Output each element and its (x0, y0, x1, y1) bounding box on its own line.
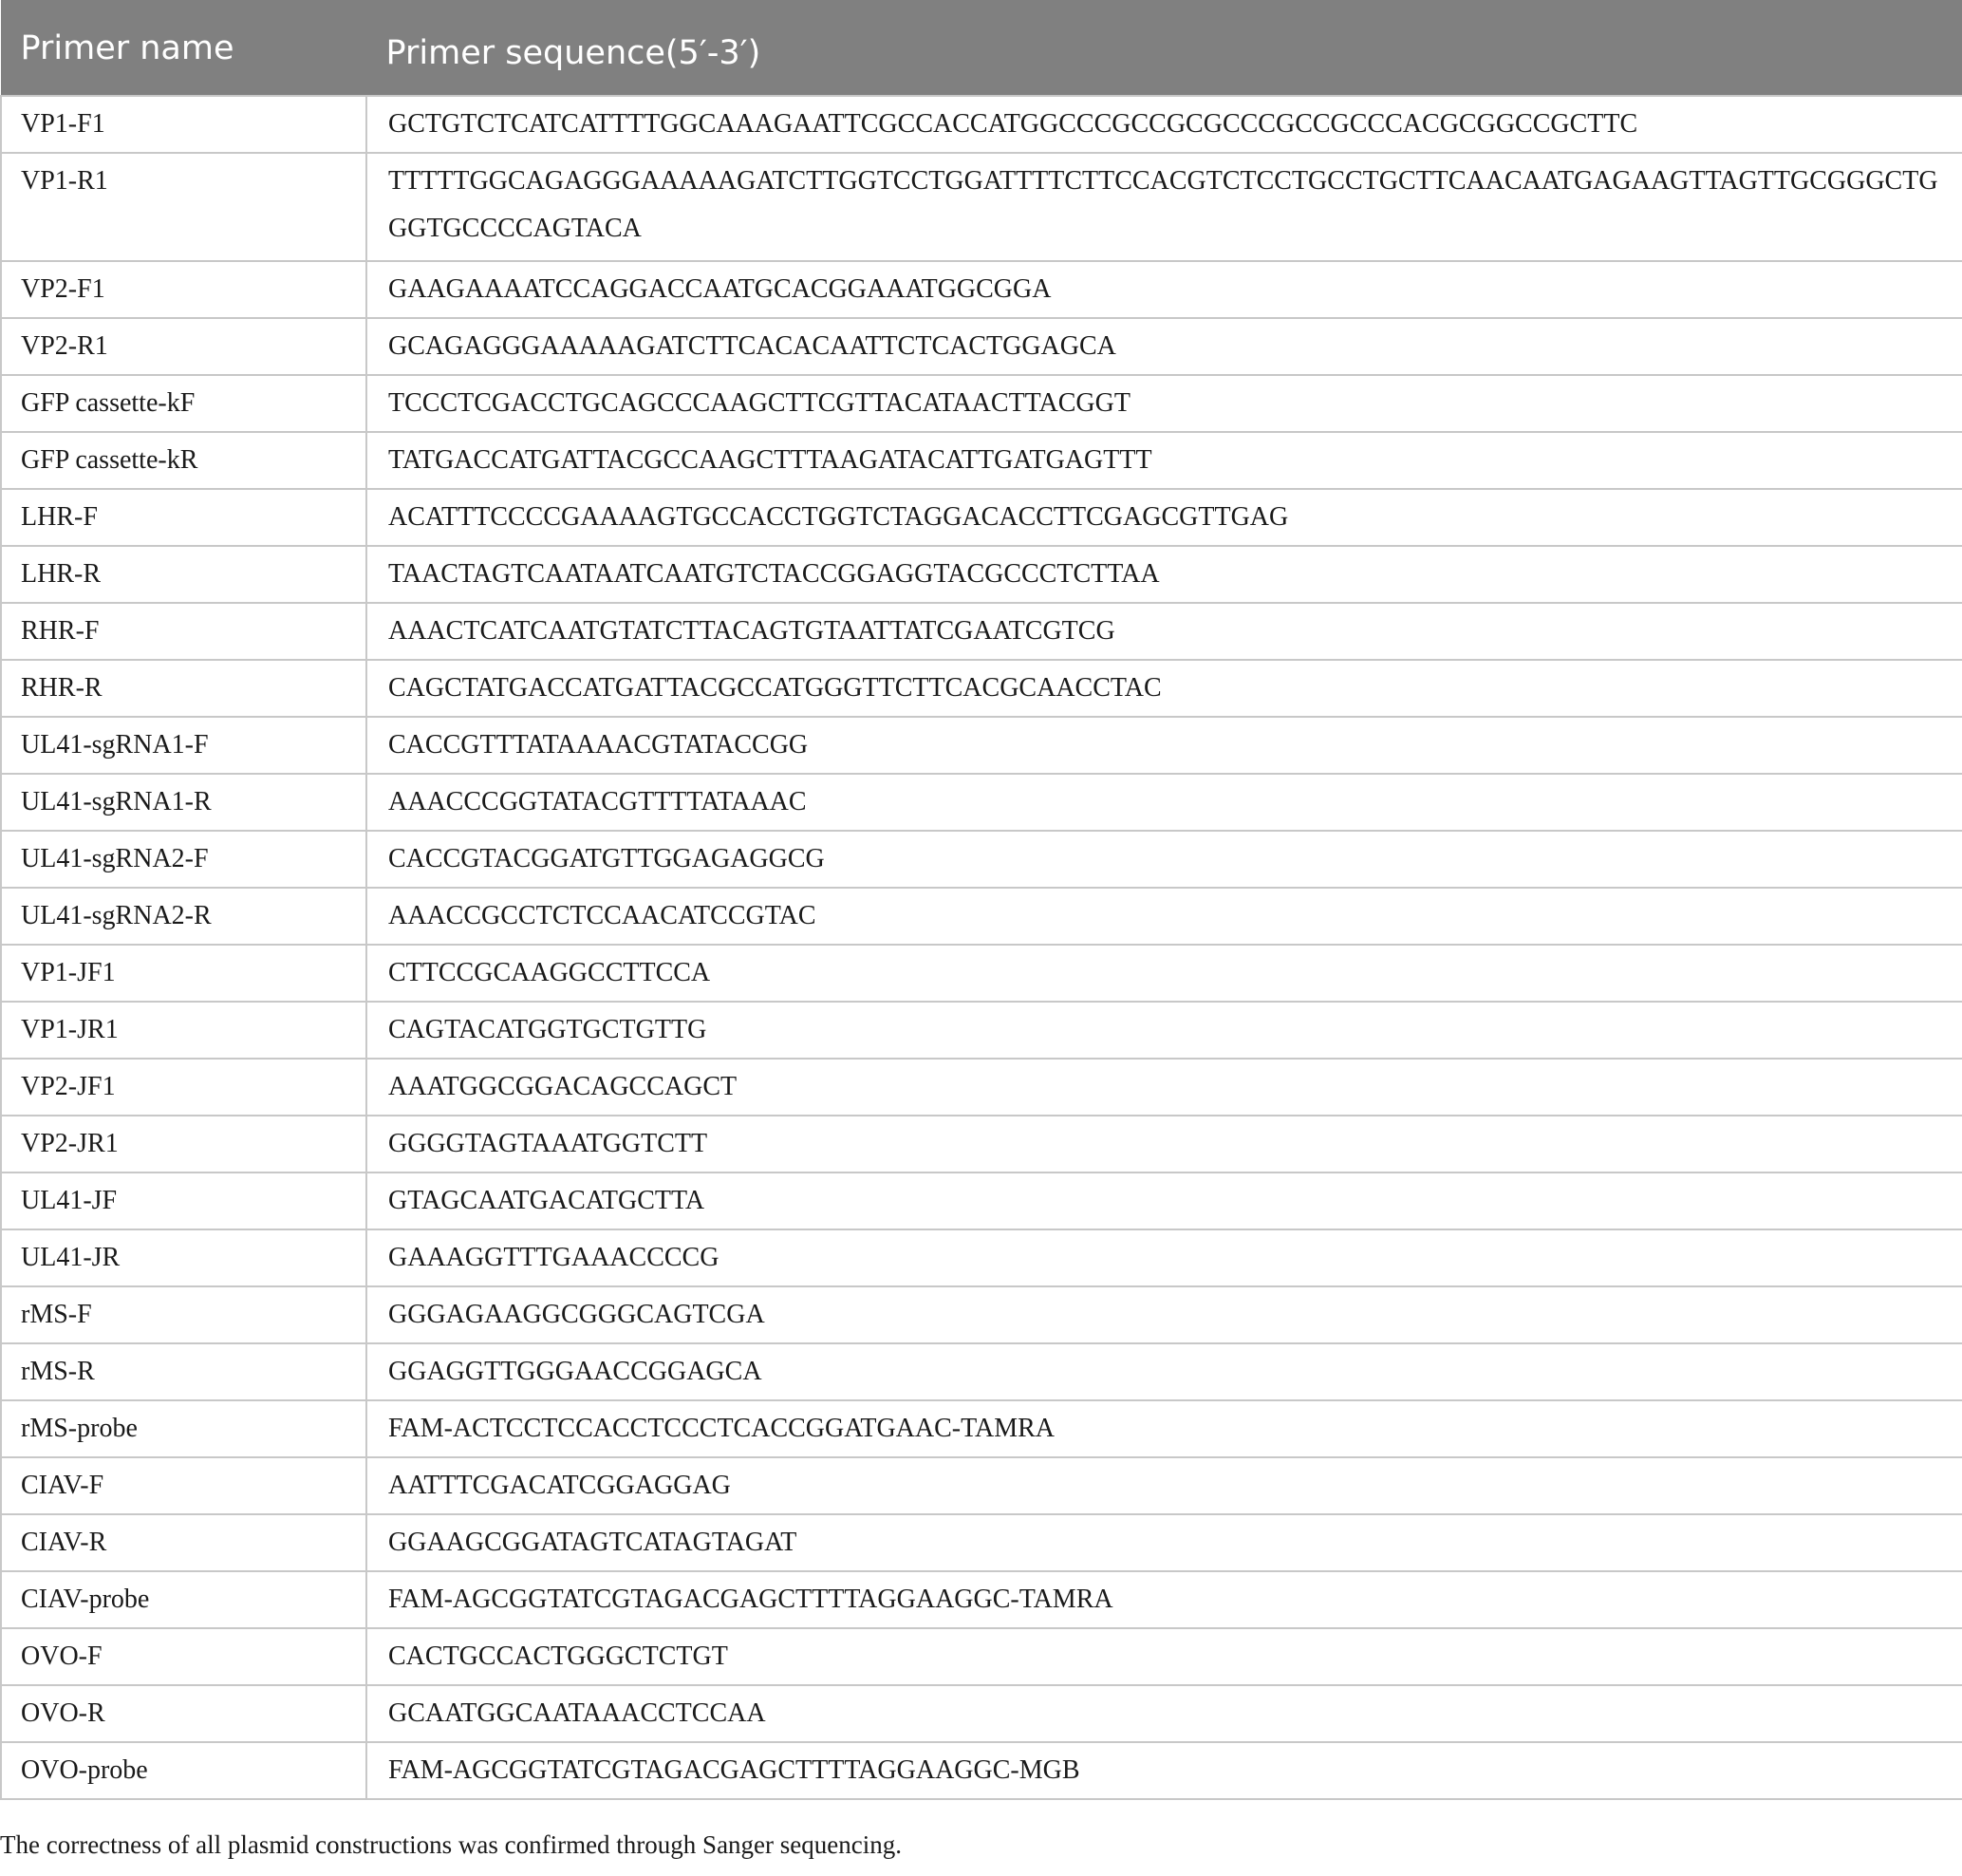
primer-name-cell: rMS-R (1, 1343, 366, 1400)
primer-name-cell: rMS-F (1, 1286, 366, 1343)
table-row (1, 489, 1962, 546)
table-footnote: The correctness of all plasmid constructions was confirmed through Sanger sequencing. (0, 1830, 902, 1859)
primer-sequence-cell: AAATGGCGGACAGCCAGCT (366, 1059, 1962, 1116)
primer-sequence-cell: AAACCCGGTATACGTTTTATAAAC (366, 774, 1962, 831)
header-primer-name: Primer name (1, 1, 366, 97)
primer-sequence-cell: GTAGCAATGACATGCTTA (366, 1172, 1962, 1229)
table-row (1, 603, 1962, 660)
table-row (1, 1229, 1962, 1286)
primer-sequence-cell: GCAATGGCAATAAACCTCCAA (366, 1685, 1962, 1742)
primer-sequence-cell: CACTGCCACTGGGCTCTGT (366, 1628, 1962, 1685)
primer-sequence-cell: TAACTAGTCAATAATCAATGTCTACCGGAGGTACGCCCTCTTAA (366, 546, 1962, 603)
table-row (1, 375, 1962, 432)
header-row (1, 1, 1962, 97)
table-header (1, 1, 1962, 97)
primer-sequence-cell: TCCCTCGACCTGCAGCCCAAGCTTCGTTACATAACTTACGGT (366, 375, 1962, 432)
primer-sequence-cell: GCAGAGGGAAAAAGATCTTCACACAATTCTCACTGGAGCA (366, 318, 1962, 375)
table-row (1, 1172, 1962, 1229)
primer-name-cell: UL41-sgRNA2-R (1, 888, 366, 945)
table-row (1, 1685, 1962, 1742)
primer-name-cell: GFP cassette-kR (1, 432, 366, 489)
primer-name-cell: UL41-JR (1, 1229, 366, 1286)
table-row (1, 1116, 1962, 1172)
primer-name-cell: CIAV-probe (1, 1571, 366, 1628)
table-row (1, 717, 1962, 774)
table-row (1, 1400, 1962, 1457)
primer-name-cell: LHR-R (1, 546, 366, 603)
primer-sequence-cell: GCTGTCTCATCATTTTGGCAAAGAATTCGCCACCATGGCCCGCCGCGCCCGCCGCCCACGCGGCCGCTTC (366, 96, 1962, 153)
primer-sequence-cell: TTTTTGGCAGAGGGAAAAAGATCTTGGTCCTGGATTTTCTTCCACGTCTCCTGCCTGCTTCAACAATGAGAAGTTAGTTGCGGGCTGGGTGCCCCAGTACA (366, 153, 1962, 261)
primer-name-cell: CIAV-F (1, 1457, 366, 1514)
table-row (1, 96, 1962, 153)
primer-name-cell: VP1-JR1 (1, 1002, 366, 1059)
primer-name-cell: UL41-sgRNA1-F (1, 717, 366, 774)
primer-sequence-cell: FAM-AGCGGTATCGTAGACGAGCTTTTAGGAAGGC-TAMRA (366, 1571, 1962, 1628)
primer-name-cell: VP1-R1 (1, 153, 366, 261)
table-row (1, 1457, 1962, 1514)
table-row (1, 1742, 1962, 1799)
primer-sequence-cell: GAAGAAAATCCAGGACCAATGCACGGAAATGGCGGA (366, 261, 1962, 318)
table-row (1, 546, 1962, 603)
table-row (1, 1628, 1962, 1685)
primer-name-cell: OVO-R (1, 1685, 366, 1742)
primer-sequence-cell: GGAAGCGGATAGTCATAGTAGAT (366, 1514, 1962, 1571)
primer-name-cell: UL41-sgRNA2-F (1, 831, 366, 888)
primer-sequence-cell: GGAGGTTGGGAACCGGAGCA (366, 1343, 1962, 1400)
table-row (1, 1571, 1962, 1628)
primer-name-cell: LHR-F (1, 489, 366, 546)
primer-name-cell: VP2-JF1 (1, 1059, 366, 1116)
primer-sequence-cell: CACCGTTTATAAAACGTATACCGG (366, 717, 1962, 774)
primer-sequence-cell: GAAAGGTTTGAAACCCCG (366, 1229, 1962, 1286)
primer-sequence-cell: CACCGTACGGATGTTGGAGAGGCG (366, 831, 1962, 888)
table-body (1, 96, 1962, 1799)
primer-name-cell: UL41-JF (1, 1172, 366, 1229)
table-row (1, 153, 1962, 261)
table-row (1, 660, 1962, 717)
primer-name-cell: CIAV-R (1, 1514, 366, 1571)
primer-sequence-cell: ACATTTCCCCGAAAAGTGCCACCTGGTCTAGGACACCTTCGAGCGTTGAG (366, 489, 1962, 546)
header-primer-sequence: Primer sequence(5′-3′) (366, 1, 1962, 97)
primer-sequence-cell: FAM-AGCGGTATCGTAGACGAGCTTTTAGGAAGGC-MGB (366, 1742, 1962, 1799)
table-row (1, 888, 1962, 945)
table-row (1, 432, 1962, 489)
table-row (1, 1059, 1962, 1116)
primer-name-cell: VP1-JF1 (1, 945, 366, 1002)
table-row (1, 1343, 1962, 1400)
primer-sequence-cell: GGGAGAAGGCGGGCAGTCGA (366, 1286, 1962, 1343)
primer-name-cell: OVO-F (1, 1628, 366, 1685)
primer-sequence-cell: CAGCTATGACCATGATTACGCCATGGGTTCTTCACGCAACCTAC (366, 660, 1962, 717)
primer-sequence-cell: AAACTCATCAATGTATCTTACAGTGTAATTATCGAATCGTCG (366, 603, 1962, 660)
table-row (1, 945, 1962, 1002)
primer-sequence-cell: AAACCGCCTCTCCAACATCCGTAC (366, 888, 1962, 945)
primer-name-cell: VP2-JR1 (1, 1116, 366, 1172)
primer-name-cell: VP2-R1 (1, 318, 366, 375)
table-row (1, 1514, 1962, 1571)
primer-sequence-cell: CAGTACATGGTGCTGTTG (366, 1002, 1962, 1059)
primer-name-cell: VP2-F1 (1, 261, 366, 318)
primer-sequence-cell: TATGACCATGATTACGCCAAGCTTTAAGATACATTGATGAGTTT (366, 432, 1962, 489)
primer-name-cell: RHR-F (1, 603, 366, 660)
table-row (1, 318, 1962, 375)
table-row (1, 831, 1962, 888)
table-row (1, 774, 1962, 831)
primer-name-cell: GFP cassette-kF (1, 375, 366, 432)
primer-name-cell: UL41-sgRNA1-R (1, 774, 366, 831)
primer-sequence-cell: AATTTCGACATCGGAGGAG (366, 1457, 1962, 1514)
table-row (1, 1286, 1962, 1343)
table-row (1, 1002, 1962, 1059)
primer-sequence-cell: CTTCCGCAAGGCCTTCCA (366, 945, 1962, 1002)
primer-name-cell: RHR-R (1, 660, 366, 717)
primer-name-cell: rMS-probe (1, 1400, 366, 1457)
table-row (1, 261, 1962, 318)
primer-sequence-cell: GGGGTAGTAAATGGTCTT (366, 1116, 1962, 1172)
primer-name-cell: VP1-F1 (1, 96, 366, 153)
primer-name-cell: OVO-probe (1, 1742, 366, 1799)
primer-sequence-cell: FAM-ACTCCTCCACCTCCCTCACCGGATGAAC-TAMRA (366, 1400, 1962, 1457)
